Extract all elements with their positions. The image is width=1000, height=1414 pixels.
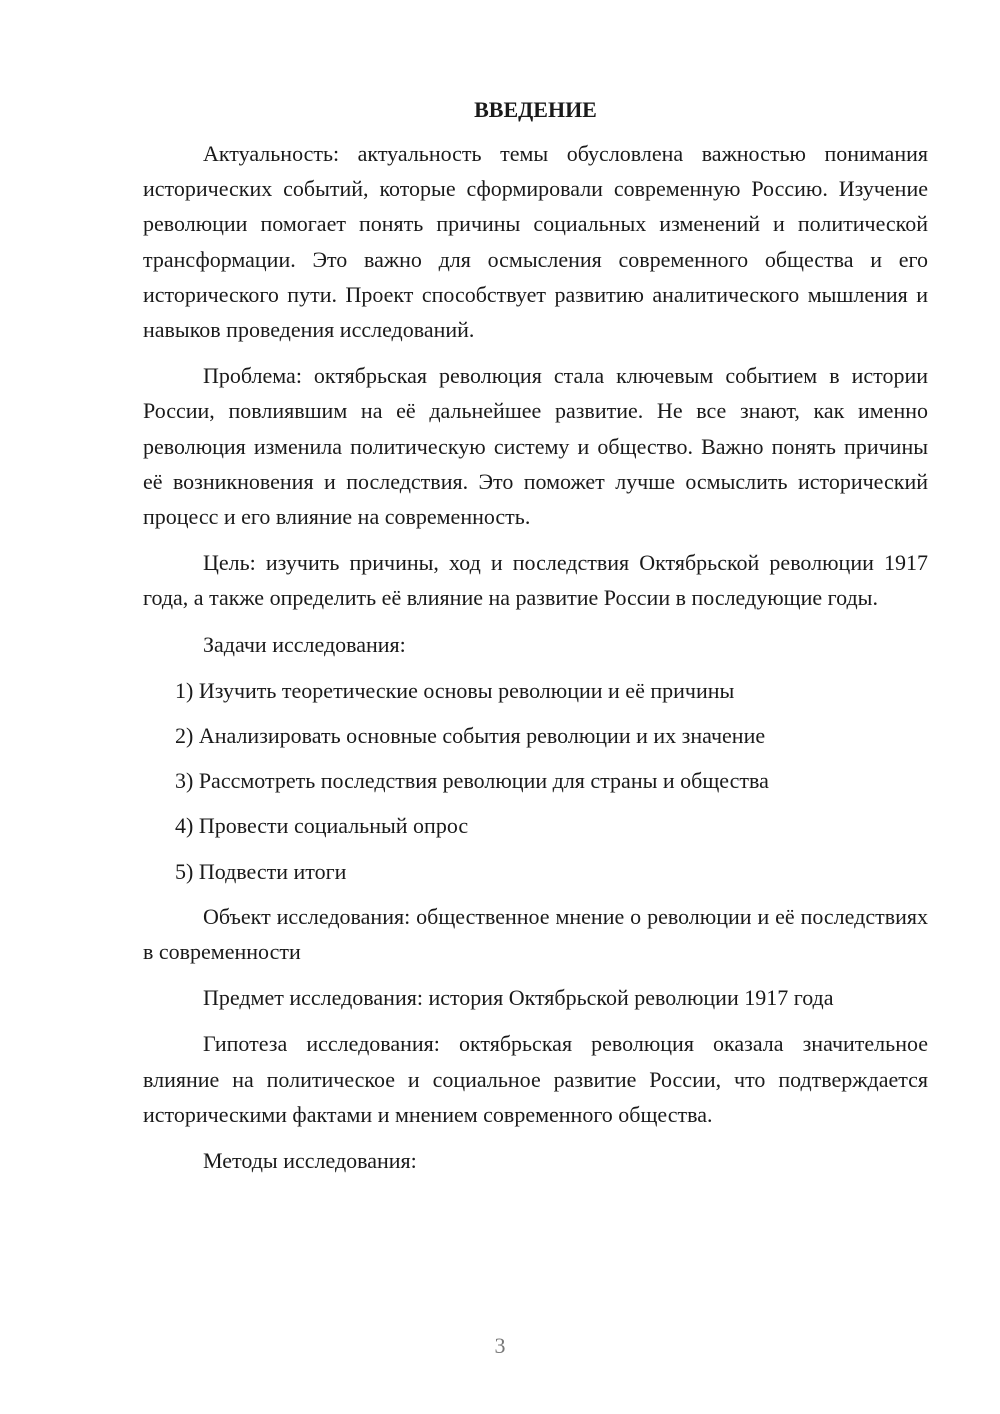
object-paragraph: Объект исследования: общественное мнение о революции и её последствиях в современности bbox=[143, 903, 928, 965]
list-item: 4) Провести социальный опрос bbox=[175, 813, 469, 839]
hypothesis-paragraph: Гипотеза исследования: октябрьская революция оказала значительное влияние на политическое и социальное развитие России, что подтверждается историческими фактами и мнением современного общества. bbox=[143, 1031, 928, 1127]
document-page bbox=[143, 92, 928, 1189]
list-item: 1) Изучить теоретические основы революции и её причины bbox=[175, 677, 735, 703]
list-item: 2) Анализировать основные события революции и их значение bbox=[175, 723, 766, 749]
relevance-paragraph: Актуальность: актуальность темы обусловлена важностью понимания исторических событий, которые сформировали современную Россию. Изучение революции помогает понять причины социальных изменений и политической трансформации. Это важно для осмысления современного общества и его исторического пути. Проект способствует развитию аналитического мышления и навыков проведения исследований. bbox=[143, 141, 928, 343]
tasks-heading: Задачи исследования: bbox=[203, 631, 406, 657]
page-number: 3 bbox=[494, 1333, 506, 1358]
methods-heading: Методы исследования: bbox=[203, 1148, 417, 1174]
problem-paragraph: Проблема: октябрьская революция стала ключевым событием в истории России, повлиявшим на её дальнейшее развитие. Не все знают, как именно революция изменила политическую систему и общество. Важно понять причины её возникновения и последствия. Это поможет лучше осмыслить исторический процесс и его влияние на современность. bbox=[143, 363, 928, 530]
list-item: 3) Рассмотреть последствия революции для страны и общества bbox=[175, 768, 769, 794]
goal-paragraph: Цель: изучить причины, ход и последствия Октябрьской революции 1917 года, а также определить её влияние на развитие России в последующие годы. bbox=[143, 550, 928, 611]
subject-paragraph: Предмет исследования: история Октябрьской революции 1917 года bbox=[203, 985, 834, 1011]
page-title: ВВЕДЕНИЕ bbox=[474, 97, 597, 122]
tasks-list bbox=[143, 673, 928, 889]
list-item: 5) Подвести итоги bbox=[175, 858, 347, 884]
